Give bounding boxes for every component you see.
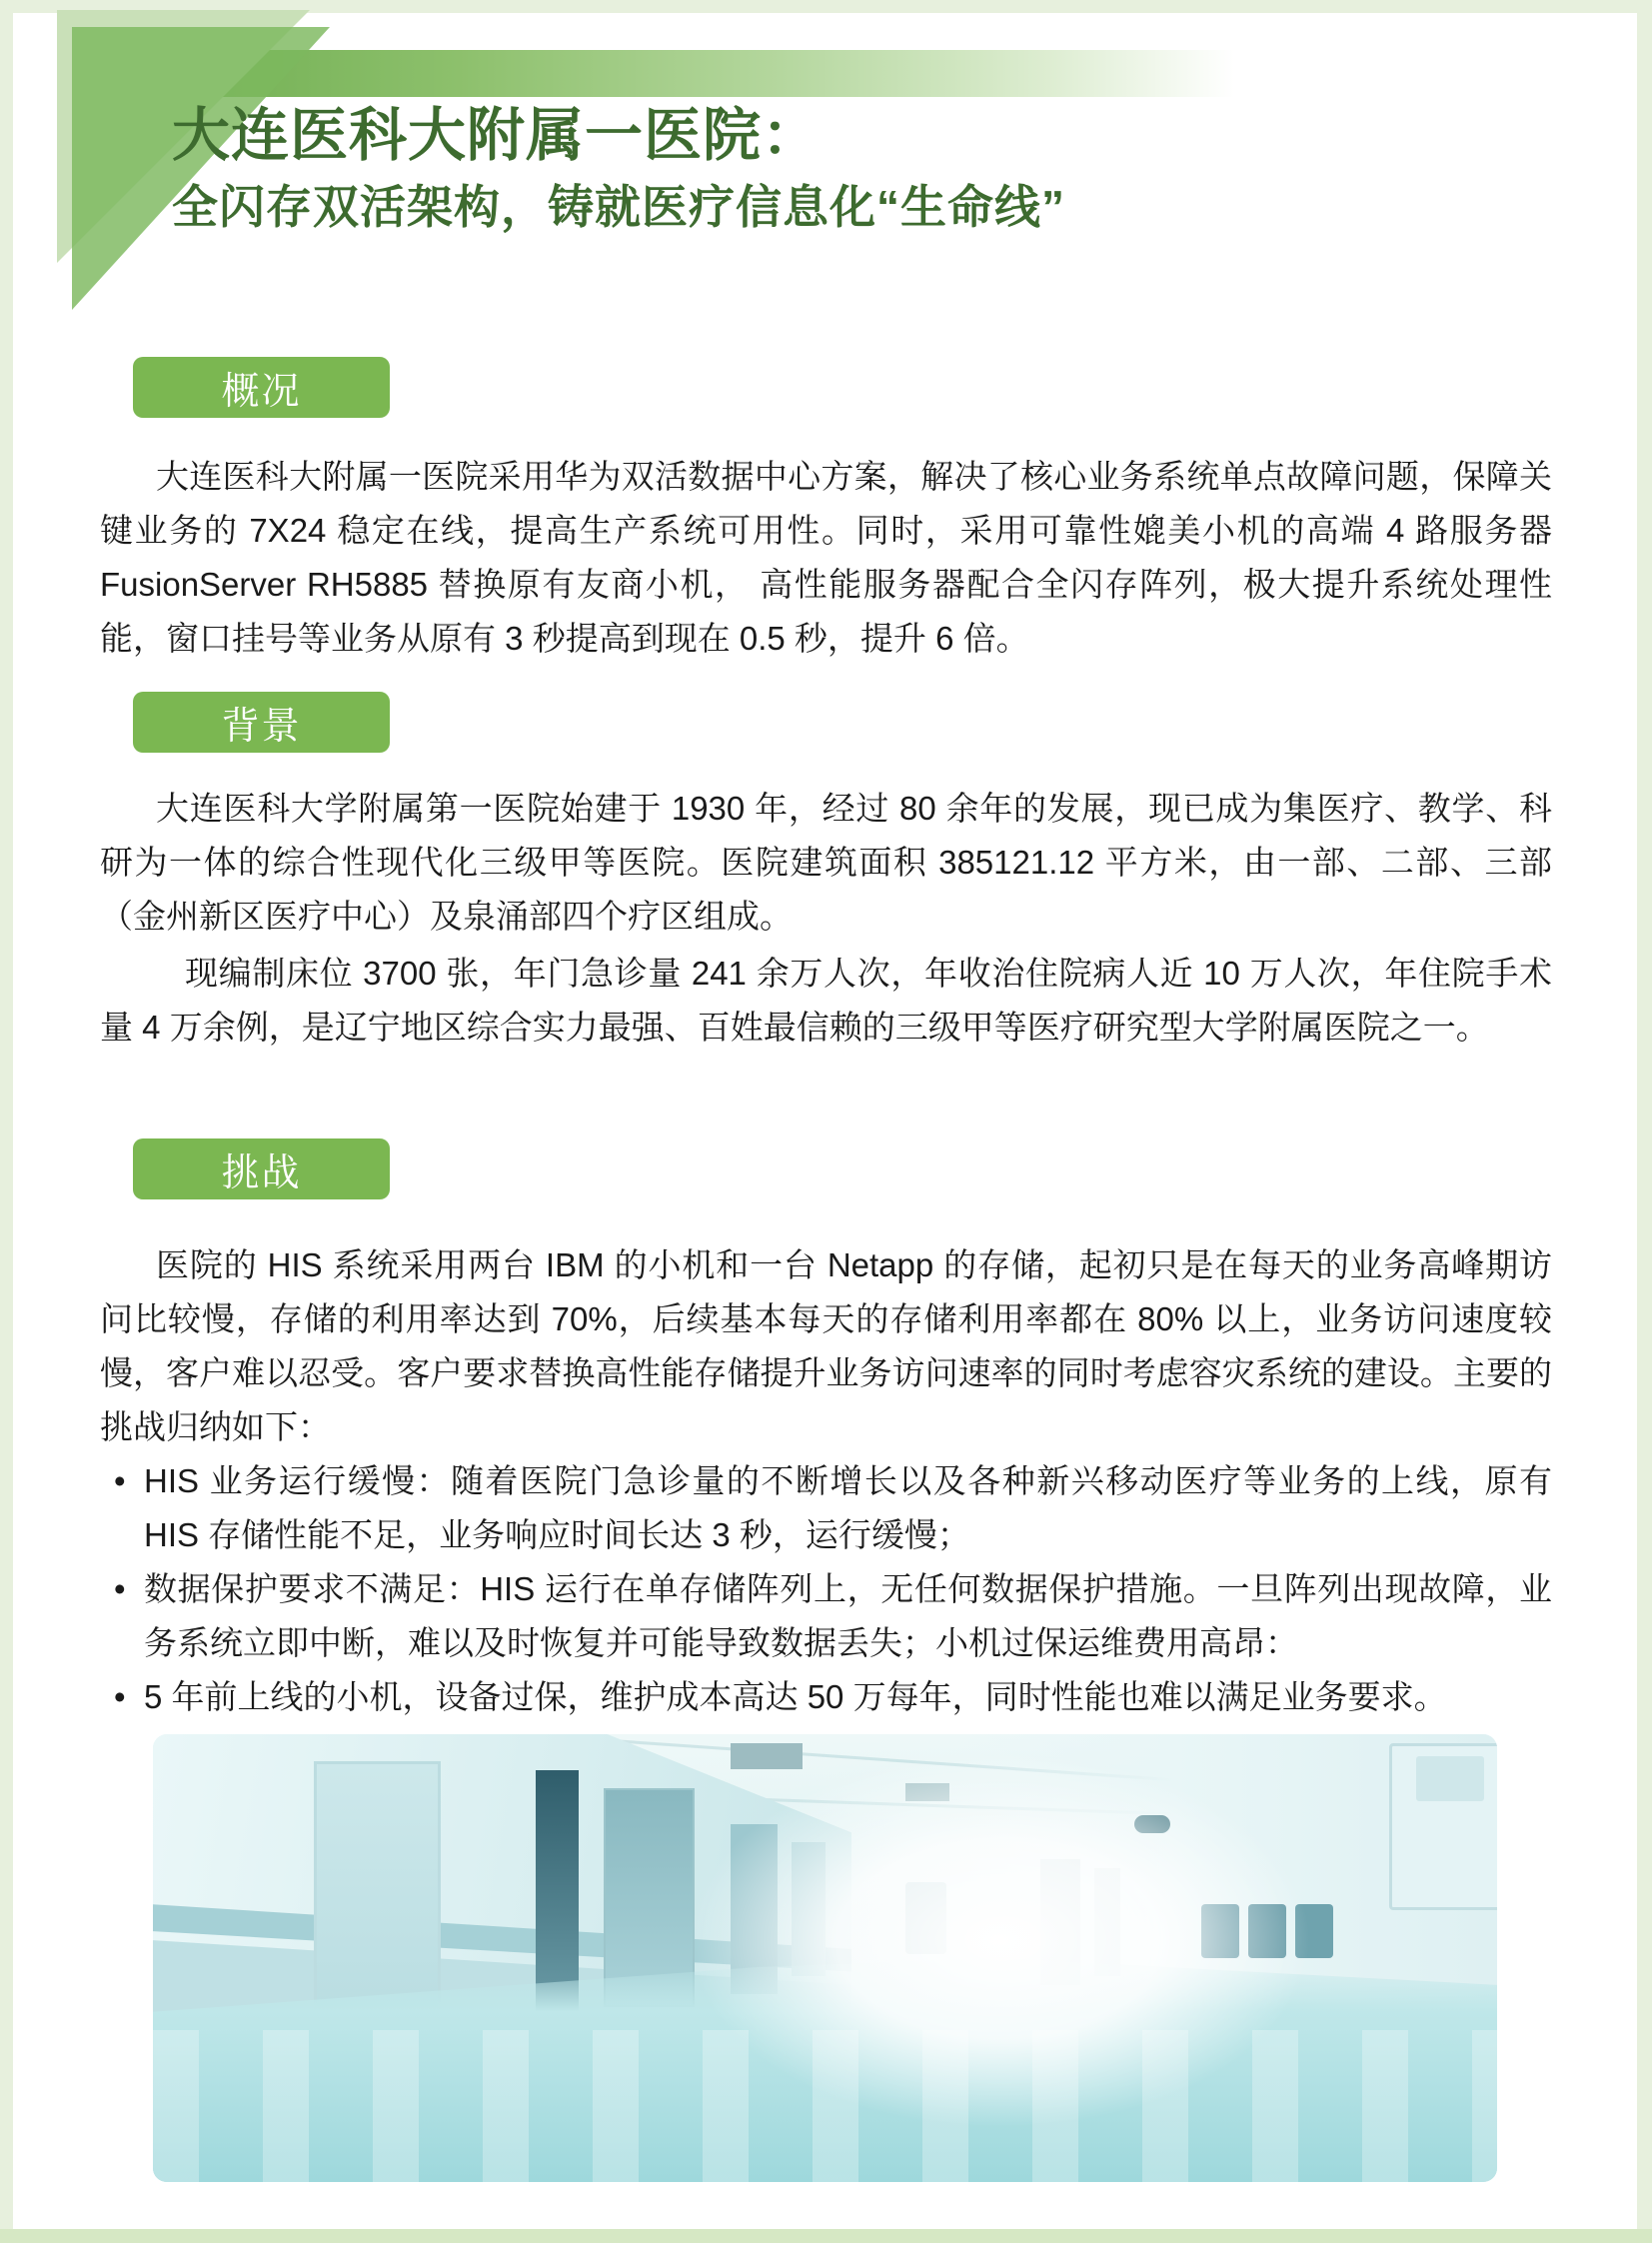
bullet-marker: • <box>114 1678 126 1715</box>
section-heading-background <box>133 692 390 753</box>
bullet-text: 5 年前上线的小机，设备过保，维护成本高达 50 万每年，同时性能也难以满足业务要求。 <box>144 1678 1447 1715</box>
hospital-corridor-photo <box>153 1734 1497 2182</box>
bullet-text: HIS 业务运行缓慢：随着医院门急诊量的不断增长以及各种新兴移动医疗等业务的上线，原有 HIS 存储性能不足，业务响应时间长达 3 秒，运行缓慢； <box>144 1462 1552 1553</box>
page-title: 大连医科大附属一医院： <box>172 103 822 168</box>
challenge-paragraph: 医院的 HIS 系统采用两台 IBM 的小机和一台 Netapp 的存储，起初只是在每天的业务高峰期访问比较慢，存储的利用率达到 70%，后续基本每天的存储利用率都在 80% 以上，业务访问速度较慢，客户难以忍受。客户要求替换高性能存储提升业务访问速率的同时考虑容灾系统的建设。主要的挑战归纳如下： <box>100 1246 1552 1445</box>
overview-paragraph: 大连医科大附属一医院采用华为双活数据中心方案，解决了核心业务系统单点故障问题，保障关键业务的 7X24 稳定在线，提高生产系统可用性。同时，采用可靠性媲美小机的高端 4 路服务器 FusionServer RH5885 替换原有友商小机， 高性能服务器配合全闪存阵列，极大提升系统处理性能，窗口挂号等业务从原有 3 秒提高到现在 0.5 秒，提升 6 倍。 <box>100 458 1552 657</box>
section-heading-challenge-label: 挑战 <box>221 1152 302 1194</box>
bullet-marker: • <box>114 1570 126 1607</box>
section-heading-challenge <box>133 1138 390 1199</box>
page-subtitle: 全闪存双活架构，铸就医疗信息化“生命线” <box>172 181 1065 233</box>
section-heading-background-label: 背景 <box>221 706 302 748</box>
challenge-bullet-list <box>100 1454 1552 1724</box>
section-heading-overview <box>133 357 390 418</box>
header-gradient-bar <box>200 50 1234 97</box>
section-heading-overview-label: 概况 <box>221 371 302 413</box>
bullet-text: 数据保护要求不满足：HIS 运行在单存储阵列上，无任何数据保护措施。一旦阵列出现故障，业务系统立即中断，难以及时恢复并可能导致数据丢失；小机过保运维费用高昂： <box>144 1570 1552 1661</box>
bullet-item <box>100 1454 1552 1562</box>
background-paragraph-2: 现编制床位 3700 张，年门急诊量 241 余万人次，年收治住院病人近 10 万人次，年住院手术量 4 万余例，是辽宁地区综合实力最强、百姓最信赖的三级甲等医疗研究型大学附属医院之一。 <box>100 955 1552 1046</box>
bullet-item <box>100 1562 1552 1670</box>
bullet-marker: • <box>114 1462 126 1499</box>
page-border-bottom-band <box>0 2229 1652 2243</box>
photo-light-glow <box>153 1734 1497 2182</box>
background-paragraph-1: 大连医科大学附属第一医院始建于 1930 年，经过 80 余年的发展，现已成为集医疗、教学、科研为一体的综合性现代化三级甲等医院。医院建筑面积 385121.12 平方米，由一部、二部、三部（金州新区医疗中心）及泉涌部四个疗区组成。 <box>100 790 1552 935</box>
bullet-item <box>100 1670 1552 1724</box>
